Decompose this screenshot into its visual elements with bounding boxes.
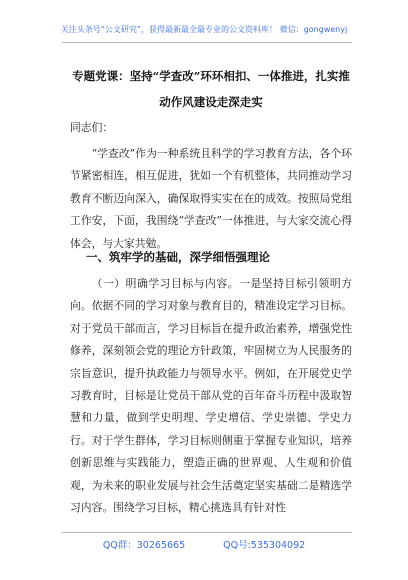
body-paragraph: （一）明确学习目标与内容。一是坚持目标引领明方向。依据不同的学习对象与教育目的，精准设定学习目标。对于党员干部而言，学习目标旨在提升政治素养，增强党性修养，深刻领会党的理论方针政策，牢固树立为人民服务的宗旨意识，提升执政能力与领导水平。例如，在开展党史学习教育时，目标是让党员干部从党的百年奋斗历程中汲取智慧和力量，做到学史明理、学史增信、学史崇德、学史力行。对于学生群体，学习目标则侧重于掌握专业知识，培养创新思维与实践能力，塑造正确的世界观、人生观和价值观，为未来的职业发展与社会生活奠定坚实基础二是精选学习内容。围绕学习目标，精心挑选具有针对性 — [70, 277, 352, 515]
footer-qq-group: QQ群：30265665 — [102, 540, 186, 551]
header-divider — [62, 42, 352, 43]
document-title-line2: 动作风建设走深走实 — [159, 95, 263, 109]
footer-qq-number: QQ号:535304092 — [223, 540, 306, 551]
section-heading: 一、筑牢学的基础，深学细悟强理论 — [86, 250, 270, 264]
document-title-line1: 专题党课：坚持“学查改”环环相扣、一体推进，扎实推 — [72, 69, 350, 83]
footer — [0, 537, 408, 551]
header-promo: 关注头条号“公文研究”，获得最新最全最专业的公文资料库！ 微信：gongwenyj — [60, 25, 348, 34]
footer-divider — [62, 532, 352, 533]
salutation: 同志们： — [70, 121, 114, 134]
intro-paragraph: “学查改”作为一种系统且科学的学习教育方法，各个环节紧密相连，相互促进，犹如一个有机整体，共同推动学习教育不断迈向深入，确保取得实实在在的成效。按照局党组工作安，下面，我围绕“学查改”一体推进，与大家交流心得体会，与大家共勉。 — [70, 147, 352, 250]
